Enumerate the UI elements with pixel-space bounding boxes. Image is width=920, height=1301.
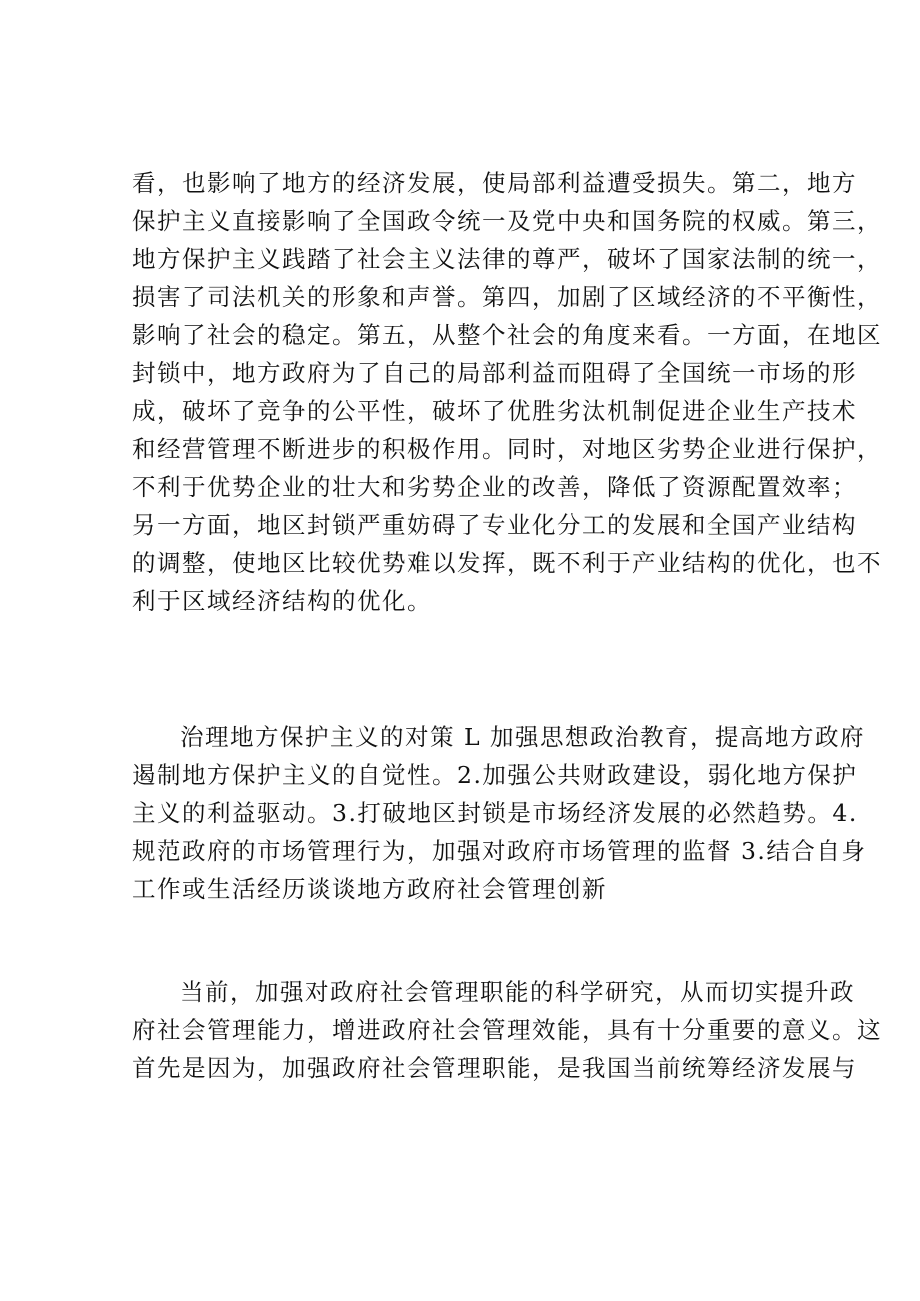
- paragraph-line: 和经营管理不断进步的积极作用。同时，对地区劣势企业进行保护，: [132, 435, 882, 463]
- paragraph-line: 治理地方保护主义的对策 L 加强思想政治教育，提高地方政府: [180, 723, 866, 751]
- paragraph-line: 不利于优势企业的壮大和劣势企业的改善，降低了资源配置效率；: [132, 473, 857, 501]
- paragraph-line: 封锁中，地方政府为了自己的局部利益而阻碍了全国统一市场的形: [132, 359, 857, 387]
- paragraph-line: 损害了司法机关的形象和声誉。第四，加剧了区域经济的不平衡性，: [132, 283, 882, 311]
- paragraph-3: [132, 973, 882, 1087]
- paragraph-line: 影响了社会的稳定。第五，从整个社会的角度来看。一方面，在地区: [132, 321, 882, 349]
- paragraph-line: 利于区域经济结构的优化。: [132, 587, 432, 615]
- paragraph-line: 遏制地方保护主义的自觉性。2.加强公共财政建设，弱化地方保护: [132, 761, 858, 789]
- paragraph-line: 主义的利益驱动。3.打破地区封锁是市场经济发展的必然趋势。4.: [132, 799, 858, 827]
- paragraph-line: 首先是因为，加强政府社会管理职能，是我国当前统筹经济发展与: [132, 1054, 857, 1082]
- paragraph-line: 成，破坏了竞争的公平性，破坏了优胜劣汰机制促进企业生产技术: [132, 397, 857, 425]
- paragraph-line: 地方保护主义践踏了社会主义法律的尊严，破坏了国家法制的统一，: [132, 245, 882, 273]
- paragraph-line: 另一方面，地区封锁严重妨碍了专业化分工的发展和全国产业结构: [132, 511, 857, 539]
- paragraph-line: 看，也影响了地方的经济发展，使局部利益遭受损失。第二，地方: [132, 169, 857, 197]
- paragraph-line: 保护主义直接影响了全国政令统一及党中央和国务院的权威。第三，: [132, 207, 882, 235]
- paragraph-2: [132, 718, 867, 908]
- paragraph-line: 当前，加强对政府社会管理职能的科学研究，从而切实提升政: [180, 978, 855, 1006]
- paragraph-line: 府社会管理能力，增进政府社会管理效能，具有十分重要的意义。这: [132, 1016, 882, 1044]
- paragraph-1: [132, 164, 882, 620]
- paragraph-line: 工作或生活经历谈谈地方政府社会管理创新: [132, 875, 607, 903]
- paragraph-line: 的调整，使地区比较优势难以发挥，既不利于产业结构的优化，也不: [132, 549, 882, 577]
- paragraph-line: 规范政府的市场管理行为，加强对政府市场管理的监督 3.结合自身: [132, 837, 867, 865]
